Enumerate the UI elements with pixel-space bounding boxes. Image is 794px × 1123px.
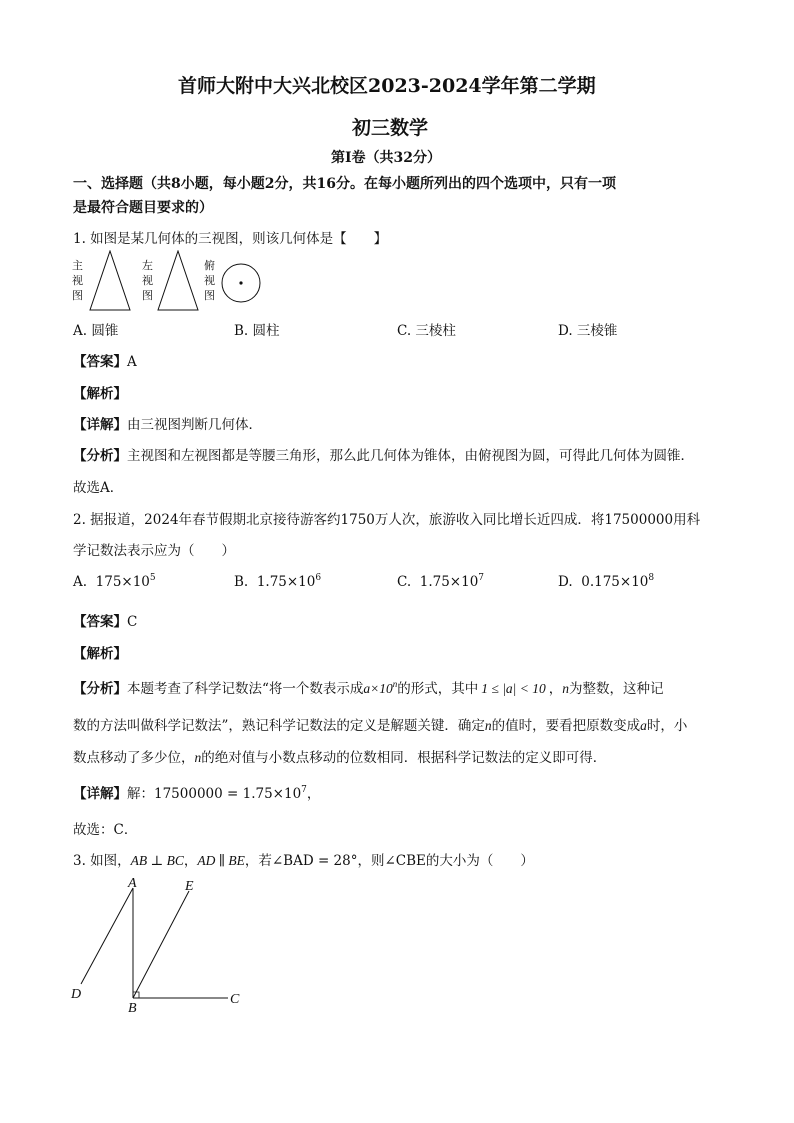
q2-option-d: D. $0.175\times 10^8$ bbox=[558, 573, 655, 590]
question-2-stem-line1: 2. 据报道，2024年春节假期北京接待游客约1750万人次，旅游收入同比增长近四成．将17500000用科 bbox=[73, 512, 701, 528]
side-view-label: 左 视 图 bbox=[142, 259, 153, 302]
section-heading-line2: 是最符合题目要求的） bbox=[73, 200, 213, 216]
top-view-label: 俯 视 图 bbox=[204, 259, 215, 302]
q2-fenxi-line3: 数点移动了多少位，n的绝对值与小数点移动的位数相同．根据科学记数法的定义即可得． bbox=[73, 750, 607, 766]
top-view-circle bbox=[220, 262, 262, 304]
answer-tag: 【答案】 bbox=[73, 614, 127, 630]
label-c: C bbox=[230, 992, 240, 1007]
segment-ad bbox=[81, 888, 133, 984]
q2-analysis-tag: 【解析】 bbox=[73, 646, 127, 662]
q1-detail bbox=[73, 413, 262, 433]
section-heading-line1: 一、选择题（共8小题，每小题2分，共16分。在每小题所列出的四个选项中，只有一项 bbox=[73, 176, 616, 192]
answer-value: A bbox=[127, 354, 137, 370]
q2-fenxi-line1: 【分析】本题考查了科学记数法“将一个数表示成$a\times 10^n$的形式，其中 1 ≤ |a| < 10 ，n为整数，这种记 bbox=[73, 679, 664, 697]
question-1-stem: 1. 如图是某几何体的三视图，则该几何体是【 】 bbox=[73, 231, 388, 247]
part-heading: 第Ⅰ卷（共32分） bbox=[331, 150, 442, 166]
q1-option-b: B. 圆柱 bbox=[234, 323, 280, 339]
fenxi-text: 主视图和左视图都是等腰三角形，那么此几何体为锥体，由俯视图为圆，可得此几何体为圆锥． bbox=[127, 448, 694, 464]
fenxi-tag: 【分析】 bbox=[73, 448, 127, 464]
q1-analysis-tag: 【解析】 bbox=[73, 386, 127, 402]
side-view-triangle bbox=[156, 250, 201, 312]
q3-geometry-figure bbox=[66, 872, 256, 1017]
label-a: A bbox=[128, 876, 137, 891]
q1-fenxi bbox=[73, 444, 694, 464]
q2-option-a: A. $175\times 10^5$ bbox=[73, 573, 156, 590]
q2-fenxi-line2: 数的方法叫做科学记数法”，熟记科学记数法的定义是解题关键．确定n的值时，要看把原数变成a时，小 bbox=[73, 718, 688, 734]
label-b: B bbox=[128, 1001, 137, 1016]
detail-tag: 【详解】 bbox=[73, 417, 127, 433]
label-d: D bbox=[71, 987, 82, 1002]
q1-answer bbox=[73, 350, 137, 370]
q1-option-c: C. 三棱柱 bbox=[397, 323, 456, 339]
q2-conclusion: 故选：C． bbox=[73, 822, 138, 838]
document-subtitle: 初三数学 bbox=[352, 117, 429, 139]
q1-option-d: D. 三棱锥 bbox=[558, 323, 618, 339]
q2-option-c: C. $1.75\times 10^7$ bbox=[397, 573, 485, 590]
label-e: E bbox=[185, 879, 194, 894]
front-view-label: 主 视 图 bbox=[72, 259, 83, 302]
question-2-stem-line2: 学记数法表示应为（ ） bbox=[73, 543, 235, 559]
segment-be bbox=[133, 891, 189, 998]
q2-answer bbox=[73, 610, 137, 630]
three-view-figure bbox=[70, 250, 270, 310]
front-view-triangle bbox=[88, 250, 133, 312]
detail-text: 由三视图判断几何体． bbox=[127, 417, 262, 433]
answer-tag: 【答案】 bbox=[73, 354, 127, 370]
q2-option-b: B. $1.75\times 10^6$ bbox=[234, 573, 322, 590]
q1-conclusion: 故选A． bbox=[73, 480, 124, 496]
document-title: 首师大附中大兴北校区2023-2024学年第二学期 bbox=[178, 75, 596, 97]
q1-option-a: A. 圆锥 bbox=[73, 323, 119, 339]
q2-detail: 【详解】解：$17500000 = 1.75\times 10^7$， bbox=[73, 785, 321, 802]
question-3-stem: 3. 如图，AB ⊥ BC，AD ∥ BE，若∠BAD = 28°，则∠CBE的大小为（ ） bbox=[73, 853, 534, 869]
answer-value: C bbox=[127, 614, 138, 630]
